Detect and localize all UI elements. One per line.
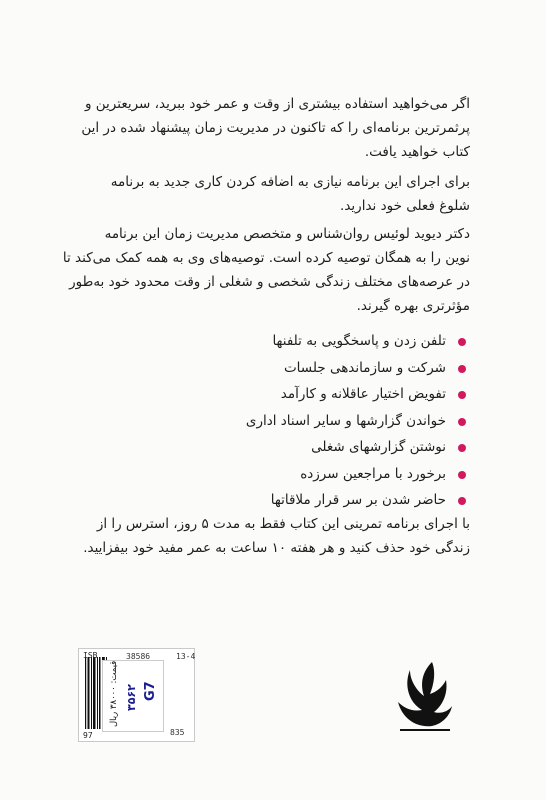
list-item: نوشتن گزارشهای شغلی	[230, 434, 470, 461]
bullet-dot-icon	[458, 471, 466, 479]
requirement-line: برای اجرای این برنامه نیازی به اضافه کردن کاری جدید به برنامه	[110, 174, 470, 190]
bullet-dot-icon	[458, 338, 466, 346]
author-paragraph	[60, 222, 470, 318]
list-item: برخورد با مراجعین سرزده	[230, 461, 470, 488]
topic-list	[230, 328, 470, 514]
handwritten-price: ۳۵۶۲	[125, 684, 138, 711]
list-item: تلفن زدن و پاسخگویی به تلفنها	[230, 328, 470, 355]
intro-line: اگر می‌خواهید استفاده بیشتری از وقت و عمر خود ببرید، سریعترین و	[84, 96, 470, 112]
intro-line: کتاب خواهید یافت.	[364, 144, 470, 160]
price-line: قیمت: ۳۸۰۰۰ ریال	[109, 660, 119, 727]
intro-paragraph	[60, 92, 470, 164]
closing-line: زندگی خود حذف کنید و هر هفته ۱۰ ساعت به عمر مفید خود بیفزایید.	[83, 540, 470, 556]
list-item: تفویض اختیار عاقلانه و کارآمد	[230, 381, 470, 408]
bullet-dot-icon	[458, 365, 466, 373]
closing-paragraph	[60, 512, 470, 560]
author-line: نوین را به همگان توصیه کرده است. توصیه‌های وی به همه کمک می‌کند تا	[62, 250, 470, 266]
bullet-dot-icon	[458, 444, 466, 452]
bullet-dot-icon	[458, 497, 466, 505]
bullet-dot-icon	[458, 418, 466, 426]
closing-line: با اجرای برنامه تمرینی این کتاب فقط به مدت ۵ روز، استرس را از	[96, 516, 470, 532]
author-line: مؤثرتری بهره گیرند.	[356, 298, 470, 314]
list-item: شرکت و سازماندهی جلسات	[230, 355, 470, 382]
isbn-digits: 97	[83, 731, 93, 740]
code-right: 13-4	[176, 652, 196, 661]
bullet-dot-icon	[458, 391, 466, 399]
list-item: حاضر شدن بر سر قرار ملاقاتها	[230, 487, 470, 514]
list-item: خواندن گزارشها و سایر اسناد اداری	[230, 408, 470, 435]
publisher-logo-icon	[392, 658, 456, 736]
isbn-digits-right: 835	[170, 728, 185, 737]
barcode-number: 38586	[126, 652, 151, 661]
handwritten-code: G7	[143, 681, 158, 701]
price-label	[102, 660, 164, 732]
isbn-label: ISB	[83, 651, 98, 660]
author-line: در عرصه‌های مختلف زندگی شخصی و شغلی از وقت محدود خود به‌طور	[69, 274, 470, 290]
requirement-paragraph	[60, 170, 470, 218]
requirement-line: شلوغ فعلی خود ندارید.	[340, 198, 470, 214]
author-line: دکتر دیوید لوئیس روان‌شناس و متخصص مدیریت زمان این برنامه	[104, 226, 470, 242]
intro-line: پرثمرترین برنامه‌ای را که تاکنون در مدیریت زمان پیشنهاد شده در این	[81, 120, 470, 136]
